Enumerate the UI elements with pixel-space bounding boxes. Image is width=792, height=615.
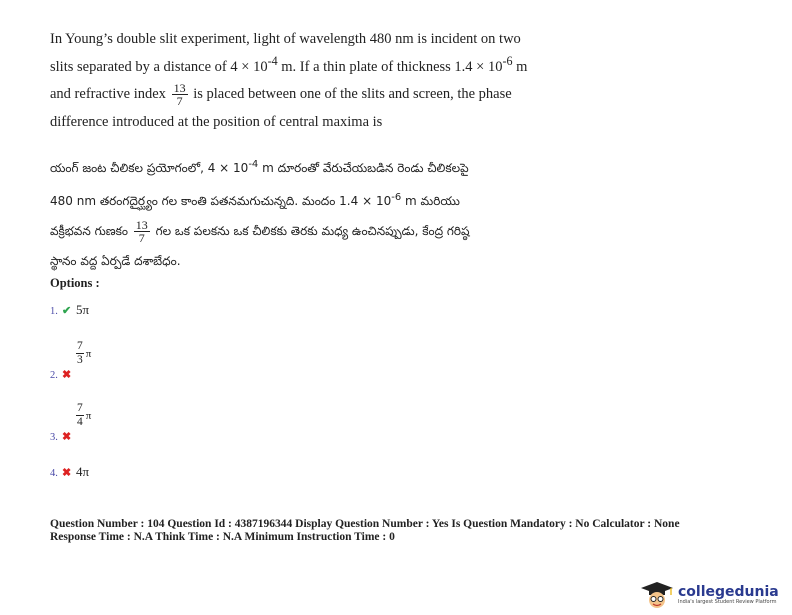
question-line: స్థానం వద్ద ఏర్పడే దశాబేధం. bbox=[50, 254, 181, 268]
graduate-mascot-icon bbox=[640, 580, 674, 610]
option-fraction: $\frac{7}{4}$ bbox=[77, 402, 83, 428]
refractive-index-fraction: $\frac{13}{7}$ bbox=[135, 218, 148, 245]
question-metadata bbox=[50, 518, 680, 544]
option-3[interactable]: 3. ✖ $\frac{7}{4}$ π bbox=[50, 402, 92, 444]
option-number: 3. bbox=[50, 432, 58, 444]
question-line: వక్రీభవన గుణకం $\frac{13}{7}$ గల ఒక పలకను ఒక చీలికకు తెరకు మధ్య ఉంచినప్పుడు, కేంద్ర గరిష్ఠ bbox=[50, 218, 470, 245]
options-heading: Options : bbox=[50, 276, 100, 290]
question-line: difference introduced at the position of central maxima is bbox=[50, 113, 383, 130]
cross-icon: ✖ bbox=[62, 467, 72, 479]
question-line: In Young’s double slit experiment, light of wavelength 480 nm is incident on two bbox=[50, 31, 521, 47]
collegedunia-logo bbox=[640, 580, 779, 610]
logo-tagline: India's largest Student Review Platform bbox=[678, 599, 777, 605]
cross-icon: ✖ bbox=[62, 431, 72, 444]
check-icon: ✔ bbox=[62, 305, 72, 317]
metadata-line: Response Time : N.A Think Time : N.A Minimum Instruction Time : 0 bbox=[50, 531, 395, 543]
option-4[interactable] bbox=[50, 464, 89, 480]
option-1[interactable] bbox=[50, 302, 89, 318]
question-line: and refractive index $\frac{13}{7}$ is placed between one of the slits and screen, the phase bbox=[50, 80, 512, 108]
refractive-index-fraction: $\frac{13}{7}$ bbox=[173, 80, 186, 108]
question-line: slits separated by a distance of $4 \times 10^{-4}$ m. If a thin plate of thickness $1.4 \times 10^{-6}$ m bbox=[50, 54, 528, 75]
question-line: 480 nm తరంగదైర్ఘ్యం గల కాంతి పతనమగుచున్నది. మందం $1.4 \times 10^{-6}$ m మరియు bbox=[50, 192, 460, 208]
option-text: 5π bbox=[76, 302, 90, 317]
cross-icon: ✖ bbox=[62, 369, 72, 382]
question-english bbox=[50, 28, 570, 133]
option-number: 1. bbox=[50, 306, 58, 317]
option-fraction: $\frac{7}{3}$ bbox=[77, 340, 83, 366]
metadata-line: Question Number : 104 Question Id : 4387196344 Display Question Number : Yes Is Question Mandatory : No Calculator : None bbox=[50, 518, 680, 530]
logo-name: collegedunia bbox=[678, 584, 779, 600]
option-text: 4π bbox=[76, 464, 90, 479]
question-line: యంగ్ జంట చీలికల ప్రయోగంలో, $4 \times 10^{-4}$ m దూరంతో వేరుచేయబడిన రెండు చీలికలపై bbox=[50, 159, 469, 175]
option-number: 4. bbox=[50, 468, 58, 479]
option-2[interactable]: 2. ✖ $\frac{7}{3}$ π bbox=[50, 340, 92, 382]
question-telugu bbox=[50, 150, 580, 276]
option-number: 2. bbox=[50, 370, 58, 382]
